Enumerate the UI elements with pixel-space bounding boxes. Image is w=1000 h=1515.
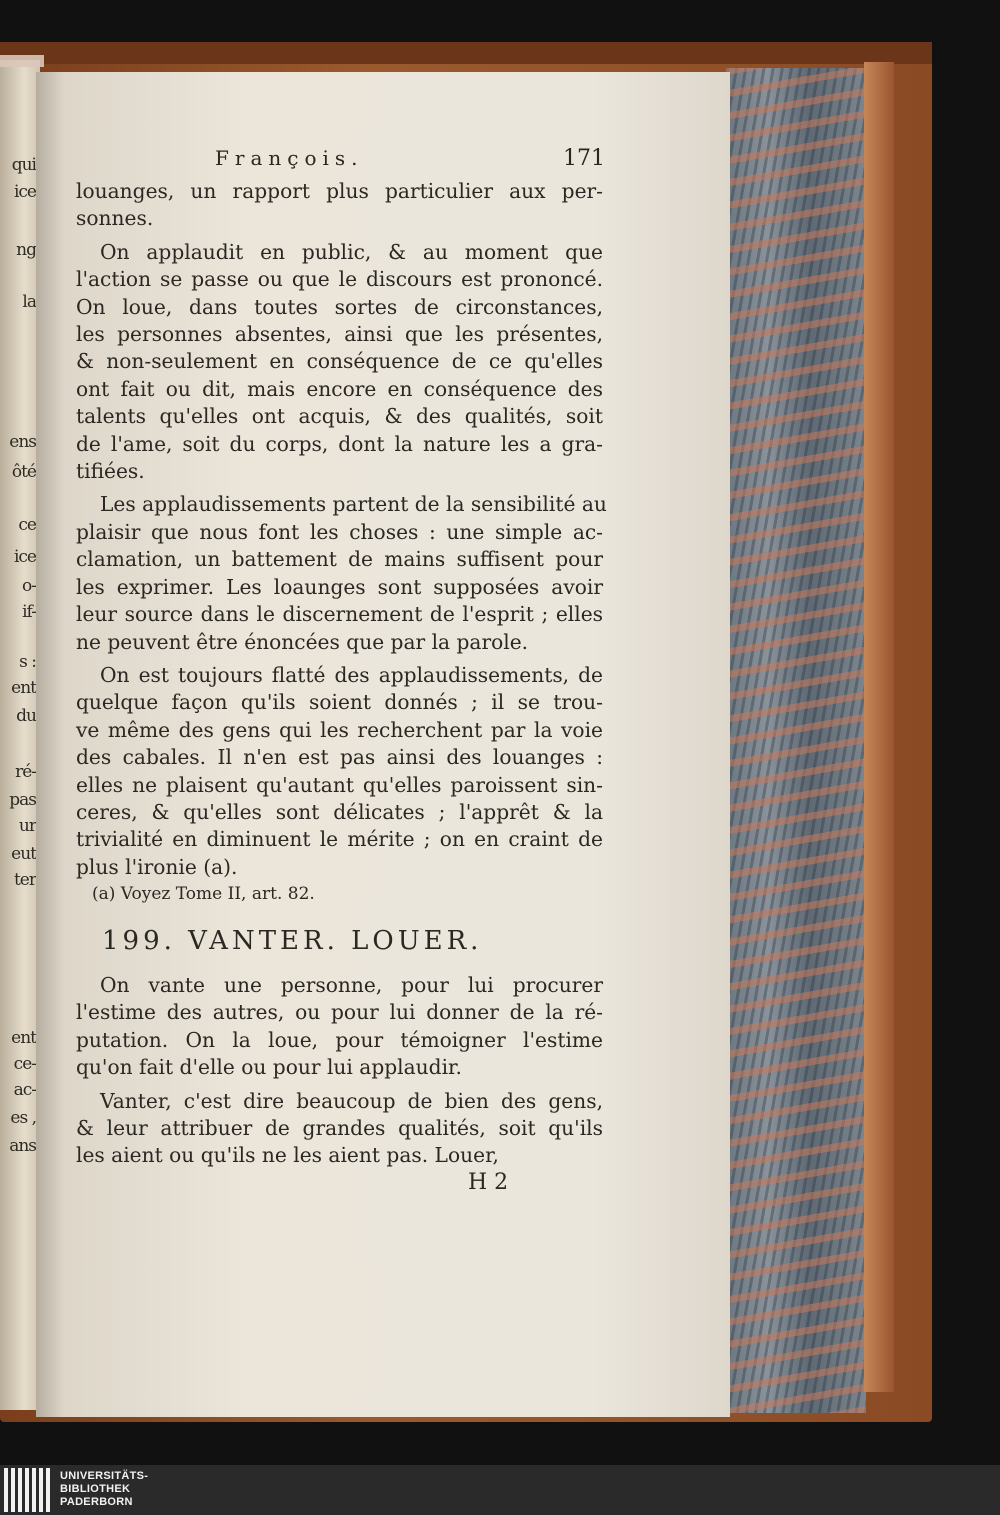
page-body-text xyxy=(76,178,607,881)
facing-page-edge xyxy=(0,60,40,1410)
text-line: putation. On la loue, pour témoigner l'estime xyxy=(76,1027,603,1052)
text-line: On vante une personne, pour lui procurer xyxy=(100,973,603,997)
facing-page-fragment: ens xyxy=(9,432,36,452)
text-line: trivialité en diminuent le mérite ; on en craint de xyxy=(76,827,603,852)
library-logo-line: PADERBORN xyxy=(60,1496,133,1508)
text-line: sonnes. xyxy=(76,206,154,231)
section-body-text xyxy=(76,972,603,1170)
facing-page-fragment: ice xyxy=(13,182,36,202)
text-line: quelque façon qu'ils soient donnés ; il se trou- xyxy=(76,690,603,715)
text-line: On loue, dans toutes sortes de circonstances, xyxy=(76,294,603,319)
library-logo-icon xyxy=(4,1468,50,1512)
text-line: plaisir que nous font les choses : une simple ac- xyxy=(76,519,603,544)
text-line: ve même des gens qui les recherchent par la voie xyxy=(76,717,603,742)
text-line: plus l'ironie (a). xyxy=(76,854,238,879)
facing-page-fragment: es , xyxy=(10,1108,36,1128)
text-line: des cabales. Il n'en est pas ainsi des louanges : xyxy=(76,745,603,770)
text-line: louanges, un rapport plus particulier aux per- xyxy=(76,179,603,203)
text-line: clamation, un battement de mains suffisent pour xyxy=(76,547,603,572)
facing-page-fragment: if- xyxy=(22,602,36,622)
page-number: 171 xyxy=(563,146,605,171)
facing-page-fragment: ent xyxy=(11,1028,36,1048)
text-line: l'action se passe ou que le discours est prononcé. xyxy=(76,267,603,292)
bookmark-ribbon xyxy=(0,55,44,67)
facing-page-fragment: ter xyxy=(13,870,36,890)
text-line: ne peuvent être énoncées que par la parole. xyxy=(76,629,529,654)
catchword: H 2 xyxy=(468,1170,509,1195)
running-head xyxy=(60,146,605,176)
text-line: de l'ame, soit du corps, dont la nature les a gra- xyxy=(76,431,603,456)
text-line: Vanter, c'est dire beaucoup de bien des gens, xyxy=(100,1088,603,1113)
paragraph xyxy=(76,1088,603,1170)
paragraph xyxy=(76,972,603,1082)
text-line: les aient ou qu'ils ne les aient pas. Louer, xyxy=(76,1143,499,1168)
cover-top-edge xyxy=(0,42,932,64)
facing-page-fragment: o- xyxy=(22,576,36,596)
text-line: ceres, & qu'elles sont délicates ; l'apprêt & la xyxy=(76,799,603,824)
facing-page-fragment: eut xyxy=(11,844,36,864)
facing-page-fragment: ur xyxy=(18,816,36,836)
facing-page-fragment: du xyxy=(16,706,36,726)
text-line: les personnes absentes, ainsi que les présentes, xyxy=(76,322,603,347)
text-line: l'estime des autres, ou pour lui donner de la ré- xyxy=(76,1000,603,1025)
cover-board-edge xyxy=(864,62,894,1392)
facing-page-fragment: ce- xyxy=(13,1054,36,1074)
facing-page-fragment: ce xyxy=(18,515,36,535)
marbled-page-edges xyxy=(726,68,866,1413)
running-title: François. xyxy=(215,146,364,170)
text-line: tifiées. xyxy=(76,459,145,484)
facing-page-fragment: ré- xyxy=(15,762,36,782)
facing-page-fragment: pas xyxy=(9,790,36,810)
library-logo-line: UNIVERSITÄTS- xyxy=(60,1470,149,1482)
facing-page-fragment: ans xyxy=(9,1136,36,1156)
text-line: & non-seulement en conséquence de ce qu'elles xyxy=(76,349,603,374)
facing-page-fragment: ent xyxy=(11,678,36,698)
text-line: les exprimer. Les loaunges sont supposées avoir xyxy=(76,574,603,599)
paragraph xyxy=(76,491,607,655)
text-line: qu'on fait d'elle ou pour lui applaudir. xyxy=(76,1055,462,1080)
facing-page-fragment: ôté xyxy=(11,462,36,482)
paragraph xyxy=(76,178,603,233)
footnote: (a) Voyez Tome II, art. 82. xyxy=(92,884,315,904)
library-logo-line: BIBLIOTHEK xyxy=(60,1483,131,1495)
text-line: ont fait ou dit, mais encore en conséquence des xyxy=(76,376,603,401)
section-heading: 199. VANTER. LOUER. xyxy=(102,926,483,956)
facing-page-fragment: s : xyxy=(19,652,36,672)
text-line: On est toujours flatté des applaudissements, de xyxy=(100,662,603,687)
text-line: talents qu'elles ont acquis, & des qualités, soit xyxy=(76,404,603,429)
text-line: On applaudit en public, & au moment que xyxy=(100,239,603,264)
facing-page-fragment: la xyxy=(22,292,36,312)
text-line: elles ne plaisent qu'autant qu'elles paroissent sin- xyxy=(76,772,603,797)
paragraph xyxy=(76,239,603,486)
text-line: & leur attribuer de grandes qualités, soit qu'ils xyxy=(76,1116,603,1141)
library-logo-text xyxy=(60,1470,148,1509)
facing-page-fragment: qui xyxy=(11,155,36,175)
library-footer xyxy=(0,1465,1000,1515)
text-line: leur source dans le discernement de l'esprit ; elles xyxy=(76,602,603,627)
paragraph xyxy=(76,662,603,881)
facing-page-fragment: ng xyxy=(16,240,36,260)
facing-page-fragment: ac- xyxy=(13,1080,36,1100)
text-line: Les applaudissements partent de la sensibilité au xyxy=(100,492,607,517)
facing-page-fragment: ice xyxy=(13,547,36,567)
